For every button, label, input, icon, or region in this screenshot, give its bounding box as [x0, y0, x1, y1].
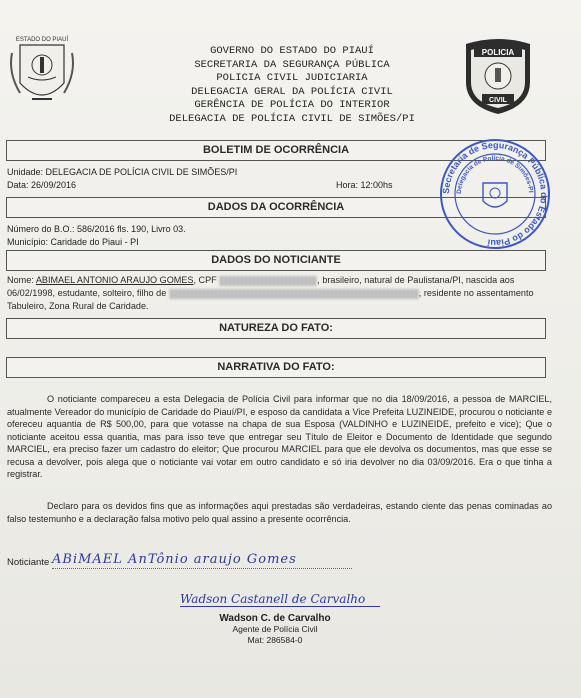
unidade-field: Unidade: DELEGACIA DE POLÍCIA CIVIL DE SIMÕES/PI: [7, 167, 238, 177]
dados-ocorrencia-title: DADOS DA OCORRÊNCIA: [207, 201, 345, 213]
badge-bottom-text: CIVIL: [489, 97, 507, 104]
header-institution: [112, 45, 472, 126]
narrativa-title: NARRATIVA DO FATO:: [217, 361, 335, 373]
hora-field: Hora: 12:00hs: [336, 180, 393, 190]
agente-signature-stroke: [180, 606, 380, 607]
noticiante-label: Noticiante: [7, 557, 50, 568]
stamp-outer-text: Secretaria de Segurança Pública do Estado do Piauí: [440, 139, 550, 249]
header-line-5: GERÊNCIA DE POLÍCIA DO INTERIOR: [194, 99, 390, 111]
boletim-title: BOLETIM DE OCORRÊNCIA: [202, 144, 350, 156]
narrativa-text: O noticiante compareceu a esta Delegacia de Polícia Civil para informar que no dia 18/09/2016, a pessoa de MARCIEL, atualmente Vereador do município de Caridade do Piauí/PI, e esposo da candidata a Vice Prefeita LUZINEIDE, procurou o noticiante e ofereceu aquantia de R$ 500,00, para que votasse na chapa de sua Esposa (VALDINHO e LUZINEIDE, prefeito e vice); Que o noticiante aceitou essa quantia, mas para isso teve que entregar seu Título de Eleitor e Documento de Identidade que segundo MARCIEL, era preciso fazer um cadastro do eleitor; Que procurou MARCIEL para que ele devolva os documentos, mas que esse se recusa a devolver, pois alega que o noticiante vai votar em outro candidato e só iria devolver no dia 03/09/2016. Era o que tinha a registrar.: [7, 394, 552, 479]
data-field: Data: 26/09/2016: [7, 180, 77, 190]
agente-signature: Wadson Castanell de Carvalho: [180, 592, 366, 606]
municipio-field: Município: Caridade do Piaui - PI: [7, 237, 139, 247]
noticiante-signature: ABiMAEL AnTônio araujo Gomes: [52, 552, 297, 567]
header-line-3: POLICIA CIVIL JUDICIARIA: [216, 72, 368, 84]
dados-noticiante-bar: [6, 250, 546, 271]
noticiante-paragraph: [7, 274, 552, 313]
header-line-4: DELEGACIA GERAL DA POLÍCIA CIVIL: [191, 85, 393, 98]
piaui-state-emblem: [6, 33, 78, 113]
emblem-left-text: ESTADO DO PIAUÍ: [15, 37, 69, 43]
delegacia-stamp: [438, 137, 552, 251]
natureza-title: NATUREZA DO FATO:: [219, 322, 333, 334]
header-line-1: GOVERNO DO ESTADO DO PIAUÍ: [210, 45, 374, 57]
agente-signature-block: [215, 613, 335, 646]
numero-bo-field: Número do B.O.: 586/2016 fls. 190, Livro 03.: [7, 224, 186, 234]
agente-matricula: Mat: 286584-0: [247, 635, 303, 645]
declaracao-text: Declaro para os devidos fins que as informações aqui prestadas são verdadeiras, estando ciente das penas cominadas ao falso testemunho e a declaração falsa motivo pelo qual assino a presente ocorrência.: [7, 501, 552, 524]
redacted-cpf: [219, 276, 317, 286]
dados-noticiante-title: DADOS DO NOTICIANTE: [211, 254, 341, 266]
policia-civil-badge: [462, 36, 534, 116]
nome-label: Nome:: [7, 275, 36, 285]
redacted-filiacao: [169, 289, 419, 299]
narrativa-bar: [6, 357, 546, 378]
cpf-label: , CPF: [193, 275, 217, 285]
agente-cargo: Agente de Polícia Civil: [232, 624, 318, 634]
noticiante-line2b: , residente no assentamento: [418, 288, 534, 298]
agente-name: Wadson C. de Carvalho: [219, 613, 331, 624]
noticiante-line3: Tabuleiro, Zona Rural de Caridade.: [7, 301, 149, 311]
header-line-2: SECRETARIA DA SEGURANÇA PÚBLICA: [194, 58, 390, 71]
badge-top-text: POLICIA: [481, 48, 515, 57]
noticiante-name: ABIMAEL ANTONIO ARAUJO GOMES: [35, 275, 194, 285]
noticiante-line2a: 06/02/1998, estudante, solteiro, filho de: [7, 288, 167, 298]
noticiante-signature-line: [52, 568, 352, 569]
stamp-inner-text: Delegacia de Polícia de Simões-PI: [455, 154, 534, 195]
natureza-bar: [6, 318, 546, 339]
noticiante-line1-rest: , brasileiro, natural de Paulistana/PI, nascida aos: [317, 275, 515, 285]
header-line-6: DELEGACIA DE POLÍCIA CIVIL DE SIMÕES/PI: [169, 112, 415, 125]
